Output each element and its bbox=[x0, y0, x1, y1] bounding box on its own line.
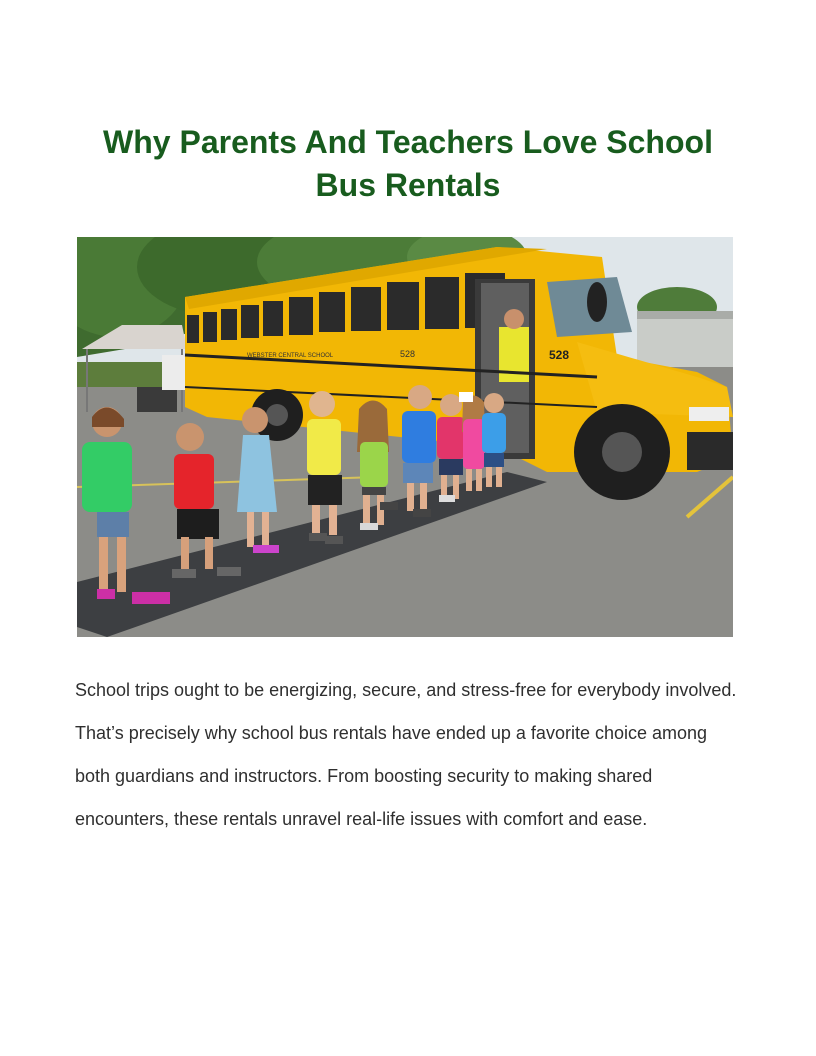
bus-side-text: WEBSTER CENTRAL SCHOOL bbox=[247, 353, 334, 359]
page-title: Why Parents And Teachers Love School Bus Rentals bbox=[103, 124, 713, 203]
bus-number-front: 528 bbox=[549, 348, 570, 362]
school-bus-photo bbox=[77, 237, 733, 637]
bus-number-side: 528 bbox=[400, 349, 416, 359]
intro-paragraph: School trips ought to be energizing, secure, and stress-free for everybody involved. That’s precisely why school bus rentals have ended up a favorite choice among both guardians and instructors. From boosting security to making shared encounters, these rentals unravel real-life issues with comfort and ease. bbox=[75, 680, 737, 829]
